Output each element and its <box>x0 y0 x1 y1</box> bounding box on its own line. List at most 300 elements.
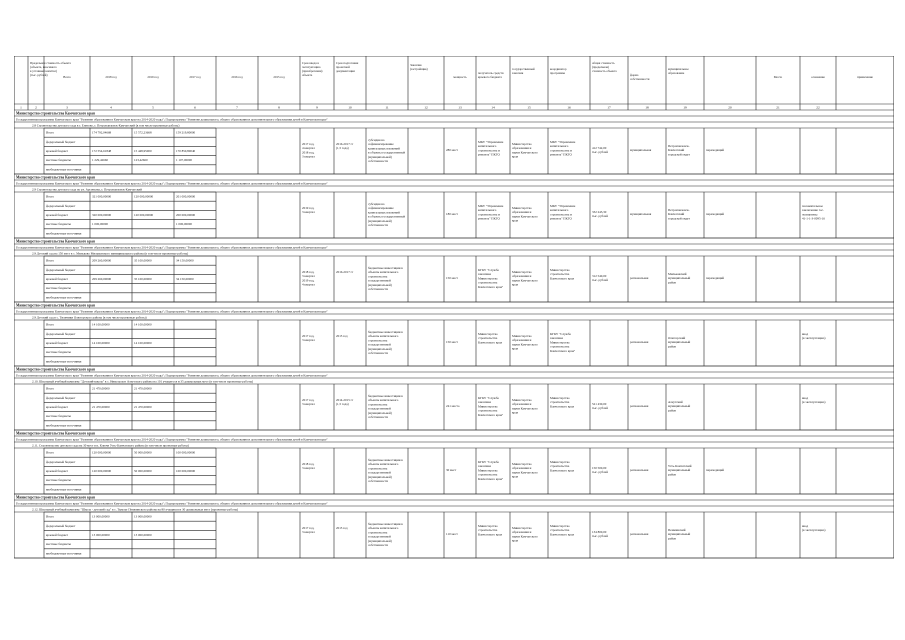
state-customer-cell: Министерство <box>512 142 532 146</box>
header-col-coordinator: программы <box>550 71 565 75</box>
total-cost-cell: тыс. рублей <box>592 470 608 475</box>
recipient-cell: ремонта" ПКГО <box>478 216 500 221</box>
section-ministry: Министерство строительства Камчатского края <box>16 303 95 308</box>
state-customer-cell: Министерство <box>512 334 532 338</box>
state-customer-cell: края <box>512 538 519 543</box>
note-cell: (в эксплуатацию) <box>802 528 826 533</box>
site-status-cell: переходящий <box>706 276 725 280</box>
section-object-name: 2.9 Детский сад в с. Тиличики Олюторского района (в том числе проектные работы) <box>32 315 147 320</box>
header-col-docs: проектной <box>336 65 350 69</box>
finance-value-year: 201 000,00000 <box>176 194 196 199</box>
funding-purpose-cell: государственной <box>368 406 391 411</box>
finance-value-year: 35 100,00000 <box>134 258 152 263</box>
finance-row-label: местные бюджеты <box>46 350 71 355</box>
note-cell: ввод <box>802 396 809 400</box>
section-ministry: Министерство строительства Камчатского края <box>16 239 95 244</box>
state-customer-cell: науки Камчатского <box>512 342 538 347</box>
start-date-cell: 2019 год, <box>302 278 315 283</box>
finance-row-label: внебюджетные источники <box>46 231 82 236</box>
municipality-cell: муниципальный <box>668 468 691 473</box>
funding-purpose-cell: объекты капитального <box>368 526 399 531</box>
finance-value-total: 209 260,00000 <box>92 277 112 281</box>
coordinator-cell: строительства <box>550 272 570 277</box>
municipality-cell: Усть-Камчатский <box>668 464 692 468</box>
finance-value-year: 120 000,00000 <box>134 213 154 217</box>
finance-row-label: федеральный бюджет <box>46 203 76 208</box>
finance-value-total: 14 100,00000 <box>92 322 110 327</box>
total-cost-cell: тыс. рублей <box>592 534 608 539</box>
header-col-ownership: собственности <box>630 77 650 81</box>
finance-value-total: 1 000,00000 <box>92 222 108 227</box>
state-customer-cell: науки Камчатского <box>512 406 538 411</box>
column-number: 14 <box>491 105 495 110</box>
funding-purpose-cell: софинансирование <box>368 206 394 211</box>
funding-purpose-cell: бюджетные инвестиции в <box>368 330 403 334</box>
header-col-start: эксплуатацию <box>302 65 321 69</box>
state-customer-cell: Министерство <box>512 398 532 402</box>
coordinator-cell: капитального <box>550 208 569 213</box>
finance-row-label: местные бюджеты <box>46 286 71 291</box>
recipient-cell: КГКУ "Служба <box>478 396 499 400</box>
municipality-cell: Пенжинский <box>668 528 686 532</box>
column-number: 19 <box>683 105 687 110</box>
capacity-cell: 241 место <box>446 404 460 408</box>
finance-value-year: 50 000,00000 <box>134 450 152 455</box>
column-number: 18 <box>645 105 649 110</box>
finance-row-label: местные бюджеты <box>46 222 71 227</box>
recipient-cell: заказчика <box>478 464 492 469</box>
state-customer-cell: Министерство <box>512 462 532 466</box>
finance-row-label: федеральный бюджет <box>46 459 76 464</box>
section-ministry: Министерство строительства Камчатского края <box>16 495 95 500</box>
finance-row-label: краевой бюджет <box>46 277 68 281</box>
finance-row-label: федеральный бюджет <box>46 395 76 400</box>
recipient-cell: МКУ "Управление <box>478 140 504 144</box>
docs-period-cell: 2014-2015 гг <box>336 398 354 402</box>
finance-value-total: 21 470,00000 <box>92 386 110 391</box>
state-customer-cell: края <box>512 154 519 159</box>
total-cost-cell: 312 540,00 <box>592 274 607 278</box>
start-date-cell: 4 квартал <box>302 282 315 287</box>
finance-row-label: местные бюджеты <box>46 158 71 163</box>
funding-purpose-cell: государственной <box>368 342 391 347</box>
column-number: 21 <box>776 105 780 110</box>
recipient-cell: строительства <box>478 280 498 285</box>
recipient-cell: строительства <box>478 336 498 341</box>
finance-value-total: 120 000,00000 <box>92 450 112 455</box>
capacity-cell: 180 мест <box>446 212 458 216</box>
state-customer-cell: края <box>512 218 519 223</box>
column-number: 20 <box>728 105 732 110</box>
column-number: 5 <box>152 105 154 110</box>
finance-row-label: краевой бюджет <box>46 405 68 409</box>
total-cost-cell: тыс. рублей <box>592 278 608 283</box>
finance-value-total: 209 260,00000 <box>92 258 112 263</box>
header-col-capacity: мощность <box>453 75 467 79</box>
finance-value-year: 15 572,23668 <box>134 130 152 135</box>
funding-purpose-cell: (муниципальной) <box>368 538 392 543</box>
total-cost-cell: тыс. рублей <box>592 214 608 219</box>
start-date-cell: 2018 год, <box>302 462 315 466</box>
finance-row-label: федеральный бюджет <box>46 139 76 144</box>
capacity-cell: 110 мест <box>446 532 458 536</box>
recipient-cell: Камчатского края <box>478 340 502 345</box>
budget-table-sheet <box>14 56 894 634</box>
section-program: Государственная программа Камчатского края "Развитие образования в Камчатском крае на 2014-2020 годы"; Подпрограмма "Развитие дошкольного, общего образования и дополнительного образования детей в Камчатском крае" <box>16 501 328 506</box>
ownership-cell: муниципальная <box>630 148 652 152</box>
docs-period-cell: 2015 год <box>336 526 348 530</box>
header-col-recipient: краевого бюджета <box>478 75 502 79</box>
funding-purpose-cell: собственности <box>368 223 388 227</box>
note-cell: положительное <box>802 204 823 208</box>
finance-row-label: Итого <box>46 322 55 327</box>
recipient-cell: строительства и <box>478 148 500 153</box>
funding-purpose-cell: (муниципальной) <box>368 346 392 351</box>
start-date-cell: 2019 год, <box>302 206 315 210</box>
funding-purpose-cell: строительства <box>368 338 388 343</box>
state-customer-cell: науки Камчатского <box>512 534 538 539</box>
funding-purpose-cell: (муниципальной) <box>368 282 392 287</box>
state-customer-cell: образования и <box>512 402 532 407</box>
state-customer-cell: образования и <box>512 210 532 215</box>
finance-value-year: 1 000,00000 <box>176 222 192 227</box>
state-customer-cell: науки Камчатского <box>512 150 538 155</box>
municipality-cell: городской округ <box>668 216 691 221</box>
site-status-cell: переходящий <box>706 148 725 152</box>
coordinator-cell: Министерство <box>550 268 570 272</box>
header-col-ownership: форма <box>630 73 639 77</box>
column-number: 16 <box>567 105 571 110</box>
municipality-cell: муниципальный <box>668 404 691 409</box>
recipient-cell: капитального <box>478 208 497 213</box>
total-cost-cell: 150 500,00 <box>592 466 607 470</box>
recipient-cell: Камчатского края" <box>478 476 504 481</box>
recipient-cell: Камчатского края" <box>478 412 504 417</box>
finance-row-label: Итого <box>46 514 55 519</box>
finance-value-year: 100 000,00000 <box>176 469 196 473</box>
coordinator-cell: Камчатского края <box>550 468 574 473</box>
finance-row-label: внебюджетные источники <box>46 167 82 172</box>
finance-row-label: краевой бюджет <box>46 533 68 537</box>
header-col-cost-limit: (тыс. рублей) <box>30 73 48 77</box>
finance-row-label: местные бюджеты <box>46 542 71 547</box>
header-col-customer: (застройщик) <box>410 67 428 71</box>
funding-purpose-cell: капитальных вложений <box>368 146 400 151</box>
municipality-cell: муниципальный <box>668 532 691 537</box>
funding-purpose-cell: объекты капитального <box>368 462 399 467</box>
column-number: 1 <box>20 105 22 110</box>
capacity-cell: 150 мест <box>446 276 458 280</box>
coordinator-cell: строительства <box>550 528 570 533</box>
header-col-total-cost: стоимость объекта <box>592 69 617 73</box>
recipient-cell: КГКУ "Служба <box>478 460 499 464</box>
start-date-cell: 3 квартал <box>302 466 315 471</box>
municipality-cell: Мильковский <box>668 272 687 276</box>
finance-row-label: краевой бюджет <box>46 469 68 473</box>
coordinator-cell: строительства <box>550 464 570 469</box>
finance-row-label: внебюджетные источники <box>46 551 82 556</box>
recipient-cell: Министерство <box>478 332 498 336</box>
funding-purpose-cell: собственности <box>368 415 388 419</box>
start-date-cell: 4 квартал <box>302 146 315 151</box>
start-date-cell: 2017 год, <box>302 142 315 146</box>
municipality-cell: район <box>668 472 677 477</box>
header-col-docs: Срок подготовки <box>336 61 359 65</box>
total-cost-cell: тыс. рублей <box>592 406 608 411</box>
section-program: Государственная программа Камчатского края "Развитие образования в Камчатском крае на 2014-2020 годы"; Подпрограмма "Развитие дошкольного, общего образования и дополнительного образования детей в Камчатском крае" <box>16 373 328 378</box>
header-col-recipient: получатель средств <box>478 71 504 75</box>
total-cost-cell: 412 742,00 <box>592 146 607 150</box>
docs-period-cell: (1,5 года) <box>336 402 349 407</box>
recipient-cell: КГКУ "Служба <box>478 268 499 272</box>
recipient-cell: строительства и <box>478 212 500 217</box>
coordinator-cell: МКУ "Управление <box>550 204 576 208</box>
finance-value-year: 14 100,00000 <box>134 341 152 345</box>
header-col-customer: Заказчик <box>410 63 422 67</box>
state-customer-cell: Министерство <box>512 270 532 274</box>
section-object-name: 2.10. Школьный учебный комплекс "Детский-школа" в с. Никольское Алеутского района на 101 учащегося и 35 дошкольных мест (в том числе проектные работы) <box>32 379 254 384</box>
coordinator-cell: ремонта" ПКГО <box>550 152 572 157</box>
finance-row-label: внебюджетные источники <box>46 295 82 300</box>
finance-value-total: 21 470,00000 <box>92 405 110 409</box>
section-object-name: 2.9 Детский сад на 150 мест в с. Мильково Мильковского муниципального района (в том числе проектные работы) <box>32 251 189 256</box>
funding-purpose-cell: бюджетные инвестиции в <box>368 394 403 398</box>
header-col-coordinator: координатор <box>550 67 567 71</box>
section-ministry: Министерство строительства Камчатского края <box>16 175 95 180</box>
funding-purpose-cell: бюджетные инвестиции в <box>368 458 403 462</box>
capacity-cell: 30 мест <box>446 468 457 472</box>
municipality-cell: район <box>668 408 677 413</box>
note-cell: заключение гос. <box>802 208 824 213</box>
budget-table <box>14 56 894 634</box>
funding-purpose-cell: строительства <box>368 402 388 407</box>
start-date-cell: 3 квартал <box>302 154 315 159</box>
recipient-cell: Министерства <box>478 276 498 281</box>
column-number: 6 <box>194 105 196 110</box>
column-number: 2 <box>35 105 37 110</box>
finance-row-label: краевой бюджет <box>46 341 68 345</box>
section-program: Государственная программа Камчатского края "Развитие образования в Камчатском крае на 2014-2020 годы"; Подпрограмма "Развитие дошкольного, общего образования и дополнительного образования детей в Камчатском крае" <box>16 245 328 250</box>
funding-purpose-cell: (муниципальной) <box>368 474 392 479</box>
finance-value-total: 14 100,00000 <box>92 341 110 345</box>
start-date-cell: 2018 год, <box>302 270 315 274</box>
recipient-cell: строительства <box>478 408 498 413</box>
column-number: 3 <box>66 105 68 110</box>
finance-value-year: 13 000,00000 <box>134 533 152 537</box>
funding-purpose-cell: собственности <box>368 159 388 163</box>
recipient-cell: Министерства <box>478 468 498 473</box>
finance-value-total: 13 000,00000 <box>92 514 110 519</box>
municipality-cell: район <box>668 344 677 349</box>
finance-value-total: 120 000,00000 <box>92 469 112 473</box>
finance-value-year: 200 000,00000 <box>176 213 196 217</box>
finance-value-year: 120 000,00000 <box>134 194 154 199</box>
ownership-cell: региональная <box>630 340 649 344</box>
start-date-cell: 3 квартал <box>302 530 315 535</box>
municipality-cell: муниципальный <box>668 276 691 281</box>
state-customer-cell: края <box>512 346 519 351</box>
coordinator-cell: Камчатского края" <box>550 348 576 353</box>
municipality-cell: Петропавловск- <box>668 144 690 148</box>
site-status-cell: переходящий <box>706 212 725 216</box>
municipality-cell: район <box>668 536 677 541</box>
funding-purpose-cell: собственности <box>368 287 388 291</box>
header-col-total-cost: общая стоимость <box>592 61 615 65</box>
recipient-cell: Камчатского края <box>478 532 502 537</box>
note-cell: ввод <box>802 332 809 336</box>
header-col-total-cost: (предельная) <box>592 65 609 69</box>
finance-value-total: 320 000,00000 <box>92 213 112 217</box>
column-number: 9 <box>316 105 318 110</box>
coordinator-cell: строительства и <box>550 212 572 217</box>
coordinator-cell: Министерство <box>550 460 570 464</box>
finance-value-year: 21 470,00000 <box>134 405 152 409</box>
recipient-cell: строительства <box>478 528 498 533</box>
finance-row-label: местные бюджеты <box>46 478 71 483</box>
coordinator-cell: Министерства <box>550 340 570 345</box>
recipient-cell: Камчатского края" <box>478 284 504 289</box>
column-number: 11 <box>385 105 389 110</box>
header-col-basis: основание <box>811 75 825 79</box>
header-col-start: (приобретения) <box>302 69 323 73</box>
finance-value-year: 14 100,00000 <box>134 322 152 327</box>
funding-purpose-cell: государственной <box>368 470 391 475</box>
header-col-cost-limit: Предельная стоимость объекта <box>30 61 71 65</box>
column-number: 4 <box>110 105 112 110</box>
ownership-cell: муниципальная <box>630 212 652 216</box>
recipient-cell: МКУ "Управление <box>478 204 504 208</box>
finance-value-year: 15 448,95000 <box>134 149 152 153</box>
state-customer-cell: образования и <box>512 466 532 471</box>
recipient-cell: ремонта" ПКГО <box>478 152 500 157</box>
coordinator-cell: Камчатского края <box>550 276 574 281</box>
note-cell: (в эксплуатацию) <box>802 400 826 405</box>
header-col-total: Всего <box>63 75 71 79</box>
header-col-cost-limit: (объекта, вносимого <box>30 65 57 69</box>
total-cost-cell: 521 430,00 <box>592 402 607 406</box>
site-status-cell: переходящий <box>706 468 725 472</box>
state-customer-cell: образования и <box>512 338 532 343</box>
municipality-cell: Камчатский <box>668 212 685 217</box>
section-program: Государственная программа Камчатского края "Развитие образования в Камчатском крае на 2014-2020 годы"; Подпрограмма "Развитие дошкольного, общего образования и дополнительного образования детей в Камчатском крае" <box>16 181 328 186</box>
start-date-cell: 2017 год, <box>302 398 315 402</box>
recipient-cell: строительства <box>478 472 498 477</box>
recipient-cell: заказчика <box>478 400 492 405</box>
note-cell: экспертизы <box>802 212 818 217</box>
municipality-cell: Камчатский <box>668 148 685 153</box>
header-col-docs: документации <box>336 69 355 73</box>
column-number: 10 <box>348 105 352 110</box>
funding-purpose-cell: бюджетные инвестиции в <box>368 266 403 270</box>
recipient-cell: заказчика <box>478 272 492 277</box>
finance-row-label: Итого <box>46 386 55 391</box>
coordinator-cell: капитального <box>550 144 569 149</box>
funding-purpose-cell: софинансирование <box>368 142 394 147</box>
state-customer-cell: образования и <box>512 274 532 279</box>
header-col-state-customer: заказчик <box>512 71 524 75</box>
state-customer-cell: края <box>512 282 519 287</box>
finance-row-label: внебюджетные источники <box>46 423 82 428</box>
capacity-cell: 150 мест <box>446 340 458 344</box>
note-cell: 41-1-1-3-0095-16 <box>802 216 825 221</box>
section-program: Государственная программа Камчатского края "Развитие образования в Камчатском крае на 2014-2020 годы"; Подпрограмма "Развитие дошкольного, общего образования и дополнительного образования детей в Камчатском крае" <box>16 437 328 442</box>
ownership-cell: региональная <box>630 404 649 408</box>
funding-purpose-cell: в объекты государственной <box>368 214 406 219</box>
funding-purpose-cell: бюджетные инвестиции в <box>368 522 403 526</box>
coordinator-cell: МКУ "Управление <box>550 140 576 144</box>
header-col-municipality: образование <box>668 71 685 75</box>
finance-value-year: 100 000,00000 <box>176 450 196 455</box>
header-col-note: примечание <box>857 75 873 79</box>
municipality-cell: Олюторский <box>668 336 686 340</box>
funding-purpose-cell: (муниципальной) <box>368 218 392 223</box>
finance-value-year: 34 150,00000 <box>176 277 194 281</box>
start-date-cell: 3 квартал <box>302 210 315 215</box>
finance-row-label: Итого <box>46 130 55 135</box>
finance-value-year: 159 219,80000 <box>176 130 196 135</box>
funding-purpose-cell: собственности <box>368 543 388 547</box>
finance-row-label: местные бюджеты <box>46 414 71 419</box>
funding-purpose-cell: строительства <box>368 530 388 535</box>
start-date-cell: 2017 год, <box>302 334 315 338</box>
finance-value-year: 13 000,00000 <box>134 514 152 519</box>
recipient-cell: Министерства <box>478 404 498 409</box>
header-col-start: Срок ввода в <box>302 61 319 65</box>
state-customer-cell: края <box>512 474 519 479</box>
funding-purpose-cell: объекты капитального <box>368 334 399 339</box>
finance-row-label: федеральный бюджет <box>46 523 76 528</box>
state-customer-cell: образования и <box>512 530 532 535</box>
finance-row-label: внебюджетные источники <box>46 359 82 364</box>
column-number: 22 <box>816 105 820 110</box>
state-customer-cell: науки Камчатского <box>512 214 538 219</box>
municipality-cell: муниципальный <box>668 340 691 345</box>
header-col-start: объекта <box>302 73 313 77</box>
finance-value-year: 35 100,00000 <box>134 277 152 281</box>
coordinator-cell: строительства <box>550 344 570 349</box>
coordinator-cell: строительства и <box>550 148 572 153</box>
finance-value-total: 13 000,00000 <box>92 533 110 537</box>
header-col-year: 2015 год <box>273 75 285 79</box>
finance-row-label: Итого <box>46 258 55 263</box>
finance-value-year: 21 470,00000 <box>134 386 152 391</box>
start-date-cell: 3 квартал <box>302 274 315 279</box>
column-number: 8 <box>278 105 280 110</box>
total-cost-cell: 332 243,30 <box>592 210 607 214</box>
state-customer-cell: науки Камчатского <box>512 470 538 475</box>
note-cell: ввод <box>802 524 809 528</box>
finance-value-year: 50 000,00000 <box>134 469 152 473</box>
total-cost-cell: 134 800,00 <box>592 530 607 534</box>
recipient-cell: капитального <box>478 144 497 149</box>
start-date-cell: 3 квартал <box>302 402 315 407</box>
funding-purpose-cell: субсидия на <box>368 202 385 206</box>
section-ministry: Министерство строительства Камчатского края <box>16 367 95 372</box>
section-ministry: Министерство строительства Камчатского края <box>16 111 95 116</box>
finance-row-label: краевой бюджет <box>46 213 68 217</box>
coordinator-cell: Камчатского края <box>550 404 574 409</box>
finance-value-total: 174 792,04668 <box>92 130 112 135</box>
state-customer-cell: края <box>512 410 519 415</box>
note-cell: (в эксплуатацию) <box>802 336 826 341</box>
section-ministry: Министерство строительства Камчатского края <box>16 431 95 436</box>
column-number: 13 <box>458 105 462 110</box>
funding-purpose-cell: объекты капитального <box>368 270 399 275</box>
column-number: 15 <box>527 105 531 110</box>
coordinator-cell: строительства <box>550 400 570 405</box>
header-col-year: 2019 год <box>147 75 159 79</box>
column-number: 17 <box>607 105 611 110</box>
